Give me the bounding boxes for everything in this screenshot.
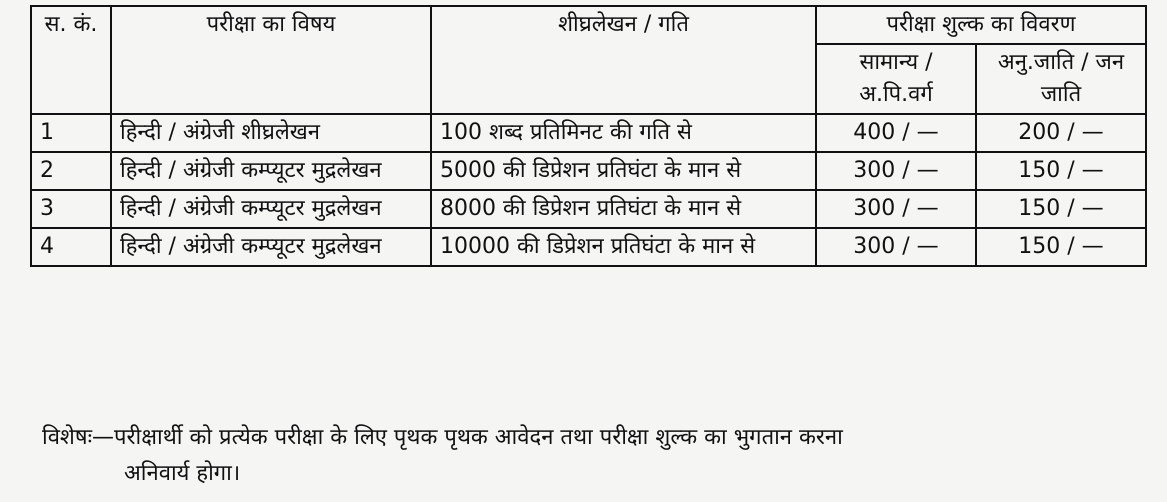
cell-fee-general: 400 / — <box>816 114 976 152</box>
cell-fee-sc-st: 150 / — <box>976 190 1146 228</box>
cell-subject: हिन्दी / अंग्रेजी कम्प्यूटर मुद्रलेखन <box>111 152 431 190</box>
note-line-2: अनिवार्य होगा। <box>124 461 241 486</box>
special-note <box>42 420 1152 492</box>
cell-sno: 1 <box>31 114 111 152</box>
cell-sno: 4 <box>31 228 111 266</box>
table-row <box>31 152 1146 190</box>
cell-subject: हिन्दी / अंग्रेजी शीघ्रलेखन <box>111 114 431 152</box>
table-row <box>31 190 1146 228</box>
cell-fee-general: 300 / — <box>816 228 976 266</box>
header-row <box>31 6 1146 44</box>
cell-fee-general: 300 / — <box>816 152 976 190</box>
cell-fee-sc-st: 150 / — <box>976 228 1146 266</box>
header-subject: परीक्षा का विषय <box>111 6 431 114</box>
header-fee-general: सामान्य / अ.पि.वर्ग <box>816 44 976 114</box>
cell-fee-general: 300 / — <box>816 190 976 228</box>
cell-speed: 10000 की डिप्रेशन प्रतिघंटा के मान से <box>431 228 816 266</box>
header-fee-sc-st: अनु.जाति / जन जाति <box>976 44 1146 114</box>
cell-speed: 8000 की डिप्रेशन प्रतिघंटा के मान से <box>431 190 816 228</box>
cell-subject: हिन्दी / अंग्रेजी कम्प्यूटर मुद्रलेखन <box>111 228 431 266</box>
exam-fee-table <box>30 5 1147 267</box>
table-row <box>31 114 1146 152</box>
cell-sno: 3 <box>31 190 111 228</box>
cell-speed: 5000 की डिप्रेशन प्रतिघंटा के मान से <box>431 152 816 190</box>
cell-fee-sc-st: 200 / — <box>976 114 1146 152</box>
cell-speed: 100 शब्द प्रतिमिनट की गति से <box>431 114 816 152</box>
header-sno: स. कं. <box>31 6 111 114</box>
cell-sno: 2 <box>31 152 111 190</box>
table-row <box>31 228 1146 266</box>
note-line-1: विशेषः—परीक्षार्थी को प्रत्येक परीक्षा के लिए पृथक पृथक आवेदन तथा परीक्षा शुल्क का भुगतान करना <box>42 425 843 450</box>
header-fee-group: परीक्षा शुल्क का विवरण <box>816 6 1146 44</box>
cell-fee-sc-st: 150 / — <box>976 152 1146 190</box>
header-speed: शीघ्रलेखन / गति <box>431 6 816 114</box>
cell-subject: हिन्दी / अंग्रेजी कम्प्यूटर मुद्रलेखन <box>111 190 431 228</box>
